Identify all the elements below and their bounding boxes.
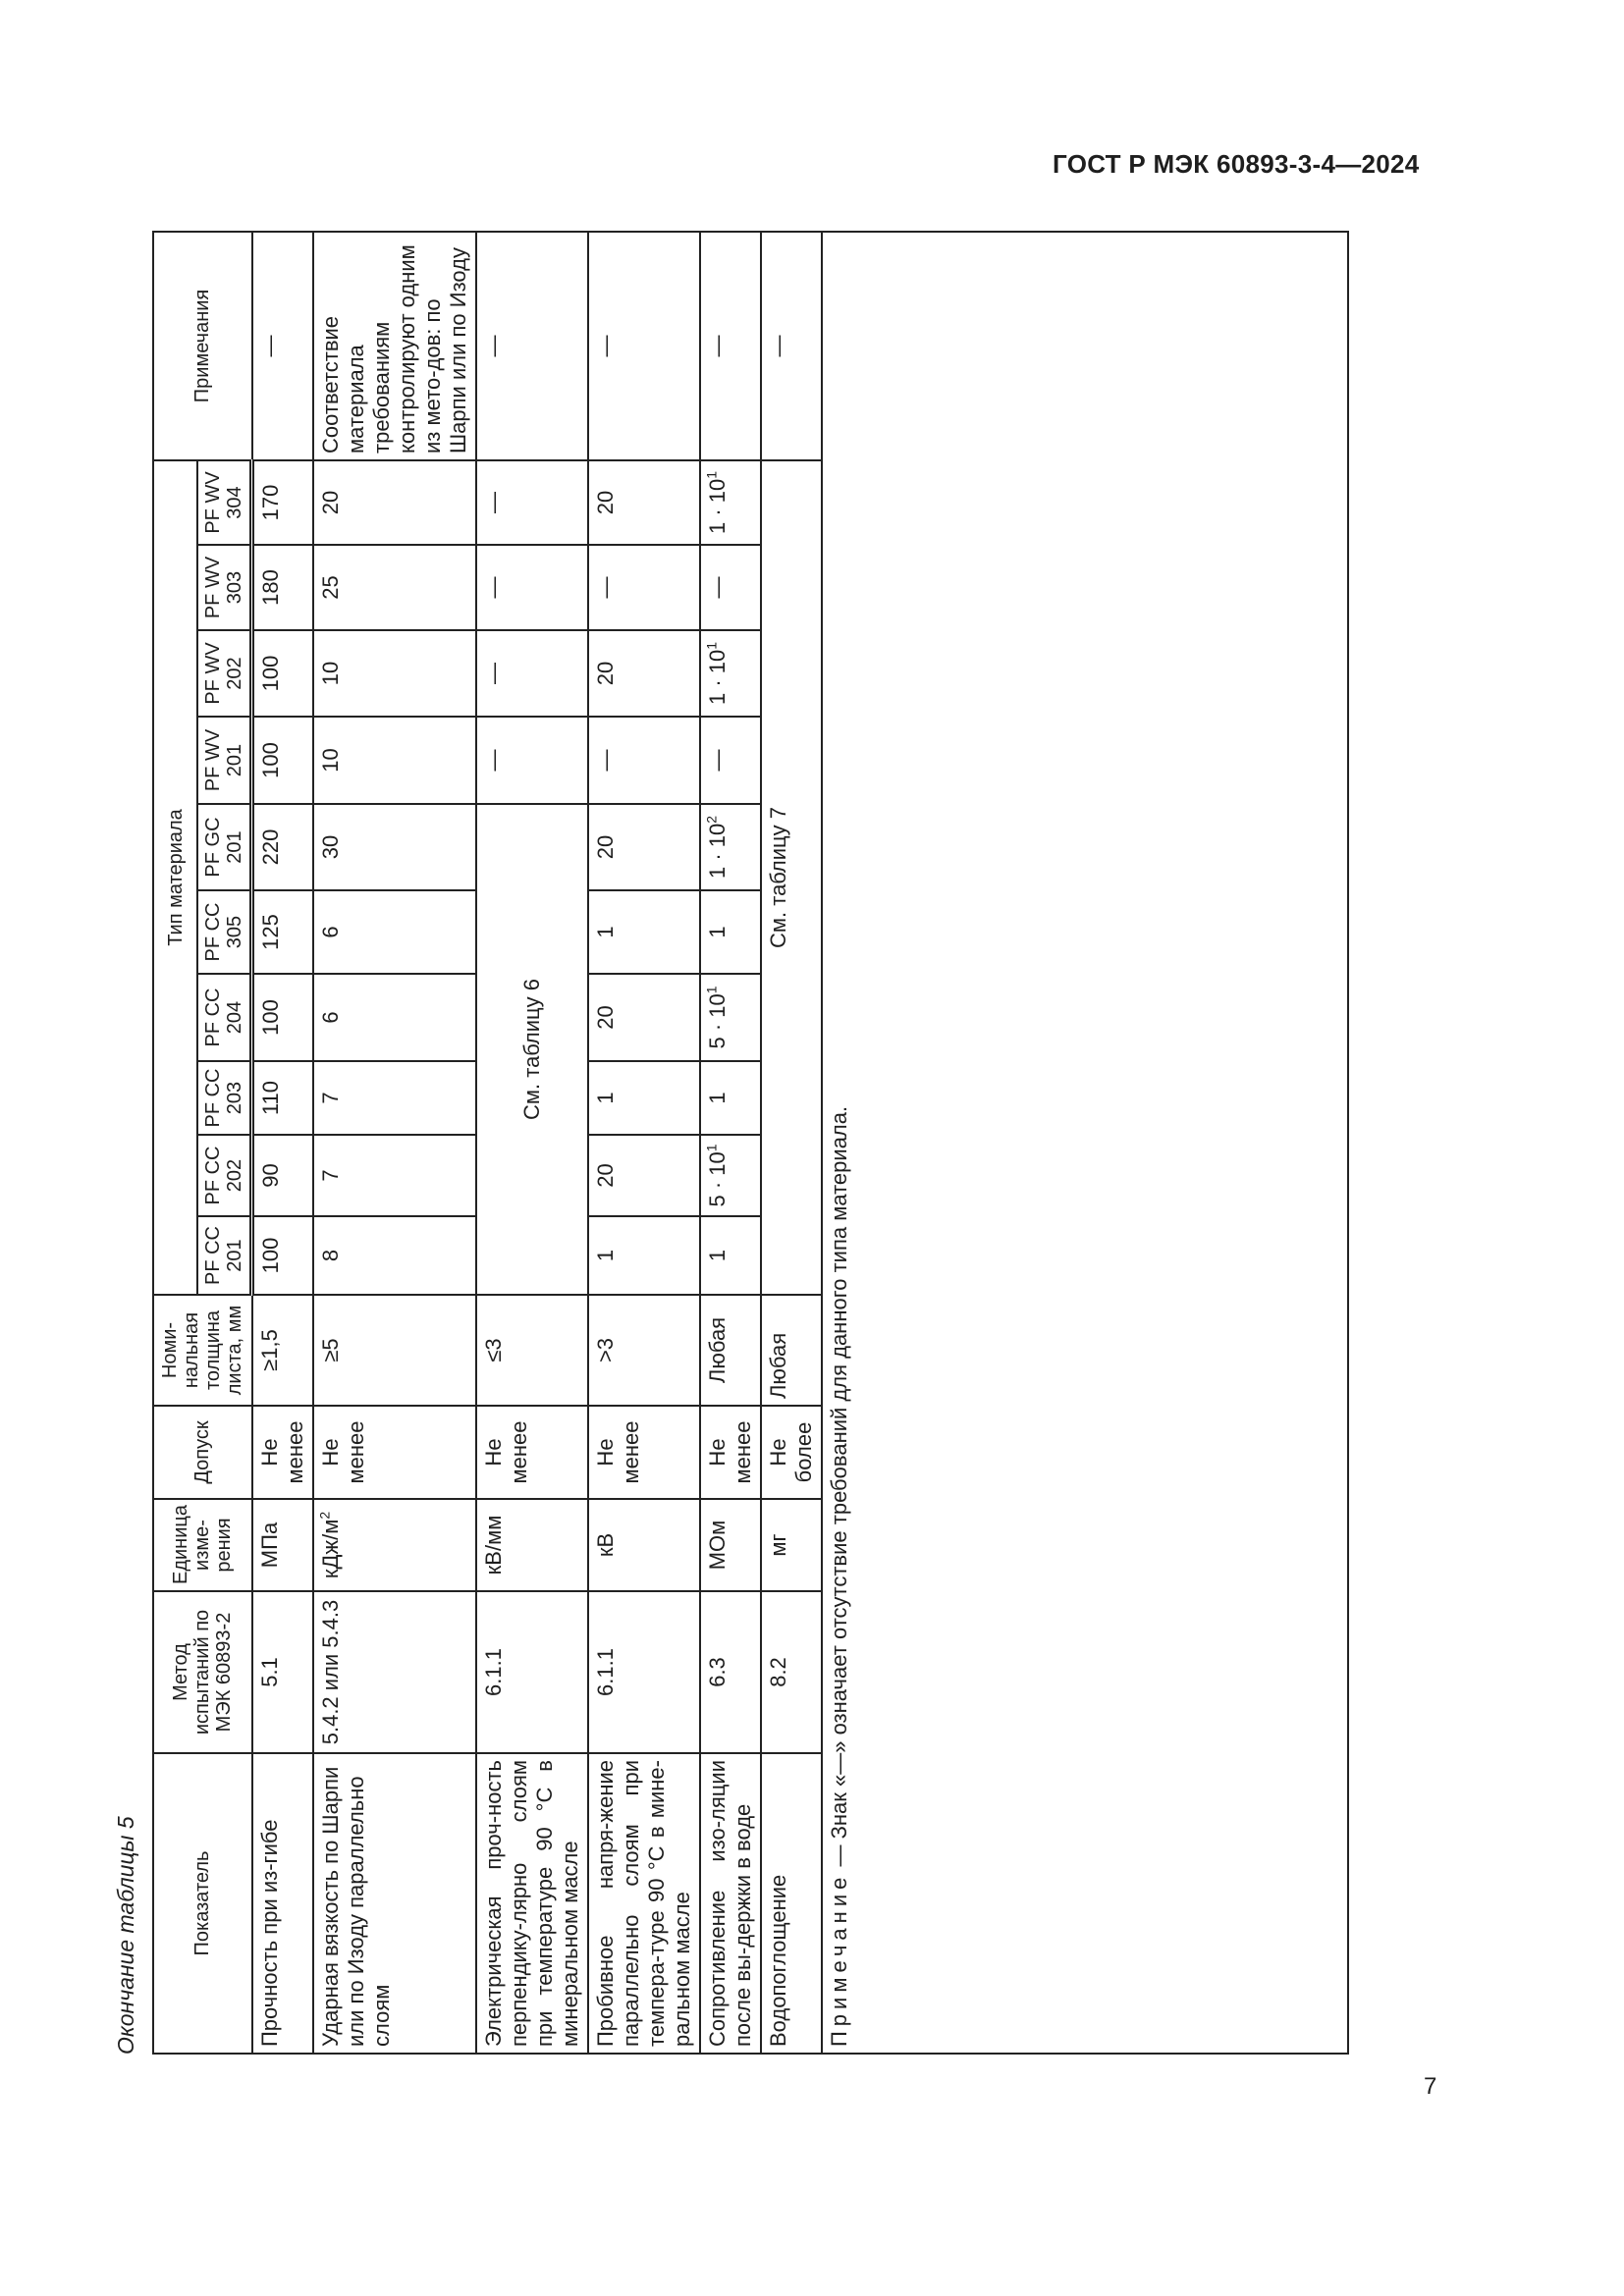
footnote-label: Примечание <box>826 1872 851 2047</box>
value-cell: 100 <box>252 717 313 804</box>
tolerance-cell: Не менее <box>252 1406 313 1499</box>
header-material-type: Тип материала <box>153 460 197 1295</box>
value-cell: 6 <box>313 890 476 974</box>
header-method: Метод испытаний по МЭК 60893-2 <box>153 1591 252 1753</box>
note-cell: — <box>252 232 313 460</box>
unit-cell: кВ <box>588 1499 700 1591</box>
value-cell: 220 <box>252 804 313 890</box>
value-cell: $5 \cdot 10^1$ <box>700 974 761 1061</box>
thickness-cell: >3 <box>588 1295 700 1406</box>
footnote-text: — Знак «—» означает отсутствие требований для данного типа материала. <box>826 1105 851 1867</box>
unit-text: кДж/$м^2$ <box>316 1511 343 1579</box>
note-cell: Соответствие материала требованиям контролируют одним из мето-дов: по Шарпи или по Изоду <box>313 232 476 460</box>
unit-cell: кВ/мм <box>476 1499 588 1591</box>
value-cell: — <box>588 545 700 630</box>
properties-table <box>152 231 1349 2055</box>
tolerance-cell: Не менее <box>588 1406 700 1499</box>
note-cell: — <box>588 232 700 460</box>
table-row <box>761 232 822 2054</box>
value-cell: 100 <box>252 630 313 717</box>
header-material: PF WV 304 <box>197 460 252 545</box>
value-cell: 20 <box>588 1135 700 1216</box>
value-cell: 20 <box>588 630 700 717</box>
value-cell: 1 <box>700 890 761 974</box>
method-cell: 5.1 <box>252 1591 313 1753</box>
method-cell: 6.3 <box>700 1591 761 1753</box>
unit-cell: МОм <box>700 1499 761 1591</box>
header-material: PF WV 201 <box>197 717 252 804</box>
indicator-cell: Пробивное напря-жение параллельно слоям при темпера-туре 90 °С в мине-ральном масле <box>588 1753 700 2054</box>
footnote-cell <box>822 232 1348 2054</box>
value-cell: 20 <box>313 460 476 545</box>
value-cell: 20 <box>588 460 700 545</box>
table-row <box>700 232 761 2054</box>
indicator-cell: Прочность при из-гибе <box>252 1753 313 2054</box>
header-material: PF WV 202 <box>197 630 252 717</box>
method-cell: 6.1.1 <box>476 1591 588 1753</box>
merged-value-cell: См. таблицу 7 <box>761 460 822 1295</box>
indicator-cell: Электрическая проч-ность перпендику-лярно слоям при температуре 90 °С в минеральном масле <box>476 1753 588 2054</box>
value-cell: $1 \cdot 10^1$ <box>700 460 761 545</box>
merged-value-cell: См. таблицу 6 <box>476 804 588 1295</box>
header-indicator: Показатель <box>153 1753 252 2054</box>
value-cell: 6 <box>313 974 476 1061</box>
value-cell: 180 <box>252 545 313 630</box>
table-caption: Окончание таблицы 5 <box>113 1816 138 2055</box>
value-cell: 1 <box>588 890 700 974</box>
value-cell: 110 <box>252 1061 313 1135</box>
table-row <box>313 232 476 2054</box>
value-cell: — <box>588 717 700 804</box>
table-row <box>252 232 313 2054</box>
header-material: PF CC 203 <box>197 1061 252 1135</box>
value-cell: 7 <box>313 1061 476 1135</box>
header-material: PF CC 202 <box>197 1135 252 1216</box>
value-cell: $5 \cdot 10^1$ <box>700 1135 761 1216</box>
value-cell: 1 <box>588 1216 700 1295</box>
indicator-cell: Сопротивление изо-ляции после вы-держки в воде <box>700 1753 761 2054</box>
footnote-row <box>822 232 1348 2054</box>
rotated-table-block <box>106 187 1171 2055</box>
value-cell: 25 <box>313 545 476 630</box>
note-cell: — <box>761 232 822 460</box>
header-unit: Единица изме-рения <box>153 1499 252 1591</box>
unit-cell <box>313 1499 476 1591</box>
value-cell: — <box>476 717 588 804</box>
value-cell: 10 <box>313 717 476 804</box>
method-cell: 6.1.1 <box>588 1591 700 1753</box>
value-cell: 8 <box>313 1216 476 1295</box>
value-cell: 100 <box>252 1216 313 1295</box>
unit-cell: мг <box>761 1499 822 1591</box>
header-row-1 <box>153 232 197 2054</box>
indicator-cell: Водопоглощение <box>761 1753 822 2054</box>
thickness-cell: ≤3 <box>476 1295 588 1406</box>
thickness-cell: ≥5 <box>313 1295 476 1406</box>
unit-cell: МПа <box>252 1499 313 1591</box>
header-material: PF CC 305 <box>197 890 252 974</box>
document-header: ГОСТ Р МЭК 60893-3-4—2024 <box>1053 149 1420 179</box>
value-cell: 125 <box>252 890 313 974</box>
value-cell: 1 <box>700 1216 761 1295</box>
value-cell: 20 <box>588 974 700 1061</box>
header-material: PF CC 201 <box>197 1216 252 1295</box>
header-thickness: Номи-нальная толщина листа, мм <box>153 1295 252 1406</box>
tolerance-cell: Не менее <box>700 1406 761 1499</box>
value-cell: 7 <box>313 1135 476 1216</box>
thickness-cell: Любая <box>761 1295 822 1406</box>
value-cell: 1 <box>700 1061 761 1135</box>
table-row <box>476 232 588 2054</box>
header-material: PF WV 303 <box>197 545 252 630</box>
note-cell: — <box>476 232 588 460</box>
value-cell: — <box>700 717 761 804</box>
value-cell: $1 \cdot 10^1$ <box>700 630 761 717</box>
tolerance-cell: Не менее <box>476 1406 588 1499</box>
value-cell: 1 <box>588 1061 700 1135</box>
method-cell: 5.4.2 или 5.4.3 <box>313 1591 476 1753</box>
header-material: PF GC 201 <box>197 804 252 890</box>
value-cell: — <box>700 545 761 630</box>
method-cell: 8.2 <box>761 1591 822 1753</box>
value-cell: — <box>476 460 588 545</box>
value-cell: — <box>476 545 588 630</box>
table-row <box>588 232 700 2054</box>
header-tolerance: Допуск <box>153 1406 252 1499</box>
value-cell: 20 <box>588 804 700 890</box>
note-cell: — <box>700 232 761 460</box>
value-cell: 30 <box>313 804 476 890</box>
header-notes: Примечания <box>153 232 252 460</box>
thickness-cell: ≥1,5 <box>252 1295 313 1406</box>
value-cell: 90 <box>252 1135 313 1216</box>
thickness-cell: Любая <box>700 1295 761 1406</box>
value-cell: $1 \cdot 10^2$ <box>700 804 761 890</box>
page-number: 7 <box>1424 2073 1437 2100</box>
value-cell: — <box>476 630 588 717</box>
indicator-cell: Ударная вязкость по Шарпи или по Изоду параллельно слоям <box>313 1753 476 2054</box>
tolerance-cell: Не менее <box>313 1406 476 1499</box>
value-cell: 100 <box>252 974 313 1061</box>
value-cell: 170 <box>252 460 313 545</box>
value-cell: 10 <box>313 630 476 717</box>
tolerance-cell: Не более <box>761 1406 822 1499</box>
header-material: PF CC 204 <box>197 974 252 1061</box>
